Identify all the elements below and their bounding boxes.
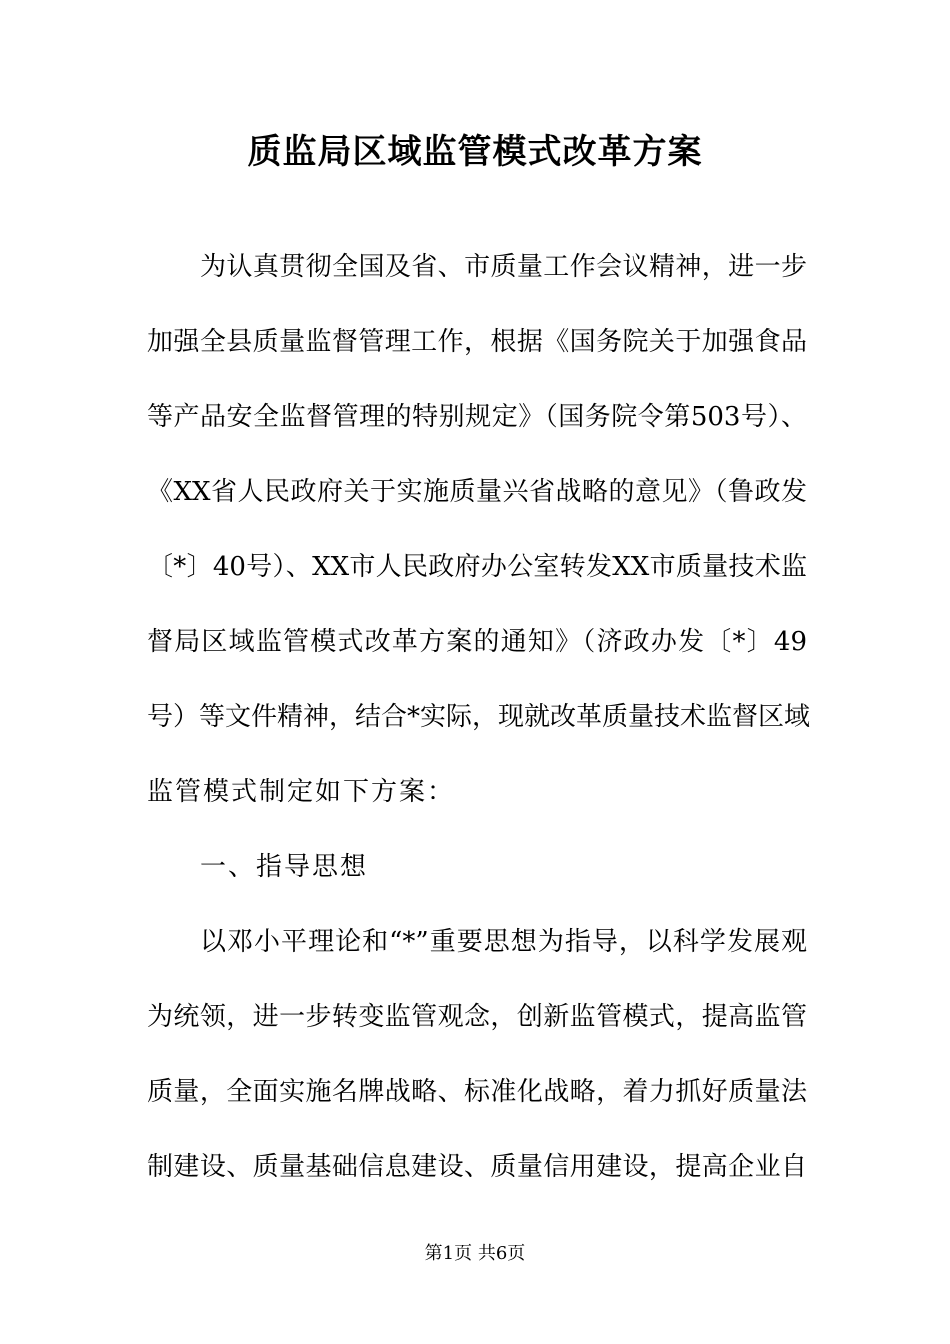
body-line-13: 制建设、质量基础信息建设、质量信用建设，提高企业自 bbox=[147, 1152, 807, 1182]
body-line-4: 《XX省人民政府关于实施质量兴省战略的意见》（鲁政发 bbox=[147, 477, 807, 507]
body-line-2: 加强全县质量监督管理工作，根据《国务院关于加强食品 bbox=[147, 327, 807, 357]
document-title: 质监局区域监管模式改革方案 bbox=[247, 132, 703, 172]
body-line-7: 号）等文件精神，结合*实际，现就改革质量技术监督区域 bbox=[147, 702, 811, 732]
section-heading-guiding-ideology: 一、指导思想 bbox=[200, 852, 369, 882]
page-number-footer: 第1页 共6页 bbox=[424, 1243, 526, 1264]
body-line-6: 督局区域监管模式改革方案的通知》（济政办发〔*〕49 bbox=[147, 627, 807, 657]
body-line-10: 以邓小平理论和“*”重要思想为指导，以科学发展观 bbox=[200, 927, 807, 957]
body-line-11: 为统领，进一步转变监管观念，创新监管模式，提高监管 bbox=[147, 1002, 807, 1032]
body-line-8: 监管模式制定如下方案： bbox=[147, 777, 456, 807]
body-line-12: 质量，全面实施名牌战略、标准化战略，着力抓好质量法 bbox=[147, 1077, 807, 1107]
body-line-3: 等产品安全监督管理的特别规定》（国务院令第503号）、 bbox=[147, 402, 807, 432]
body-line-1: 为认真贯彻全国及省、市质量工作会议精神，进一步 bbox=[200, 252, 807, 282]
body-line-5: 〔*〕40号）、XX市人民政府办公室转发XX市质量技术监 bbox=[147, 552, 807, 582]
